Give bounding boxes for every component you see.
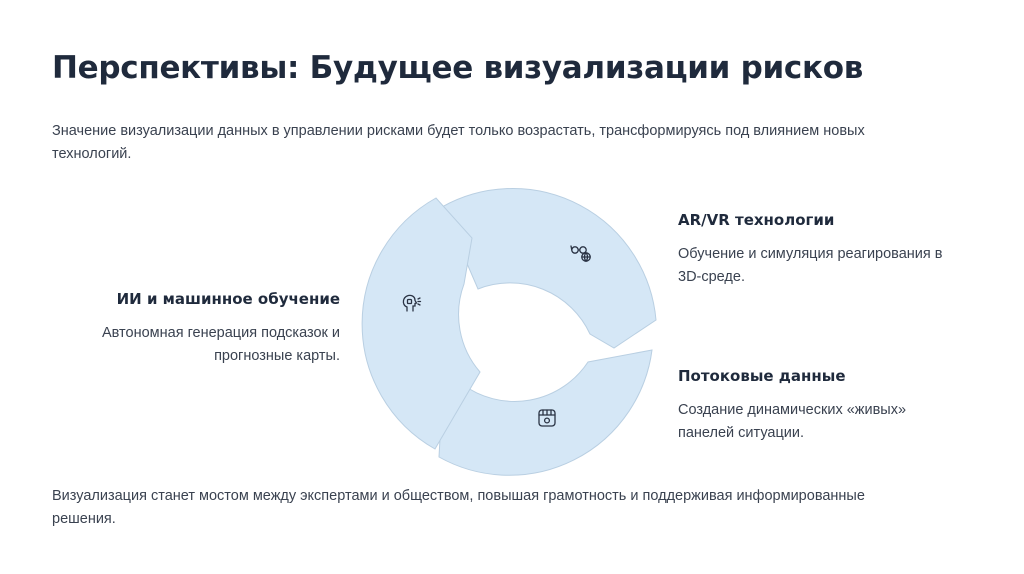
ar-vr-description: Обучение и симуляция реагирования в 3D-среде.	[678, 246, 943, 285]
ar-vr-heading: AR/VR технологии	[678, 211, 835, 229]
slide-title: Перспективы: Будущее визуализации рисков	[52, 50, 864, 86]
streaming-data-block	[678, 367, 938, 445]
ai-ml-description: Автономная генерация подсказок и прогнозные карты.	[101, 325, 340, 364]
slide-lead-text: Значение визуализации данных в управлении рисками будет только возрастать, трансформируясь под влиянием новых технологий.	[52, 123, 865, 162]
cycle-ring-diagram	[360, 172, 664, 476]
ai-ml-block	[60, 290, 340, 368]
cycle-segment-ar-vr	[443, 189, 657, 348]
live-data-stream-icon	[536, 407, 558, 429]
ai-head-icon	[400, 292, 422, 314]
vr-glasses-globe-icon	[570, 241, 592, 263]
ai-ml-heading: ИИ и машинное обучение	[116, 290, 340, 308]
streaming-data-heading: Потоковые данные	[678, 367, 846, 385]
ar-vr-block	[678, 211, 978, 289]
slide-footer-text: Визуализация станет мостом между экспертами и обществом, повышая грамотность и поддерживая информированные решения.	[52, 488, 865, 527]
streaming-data-description: Создание динамических «живых» панелей ситуации.	[678, 402, 907, 441]
